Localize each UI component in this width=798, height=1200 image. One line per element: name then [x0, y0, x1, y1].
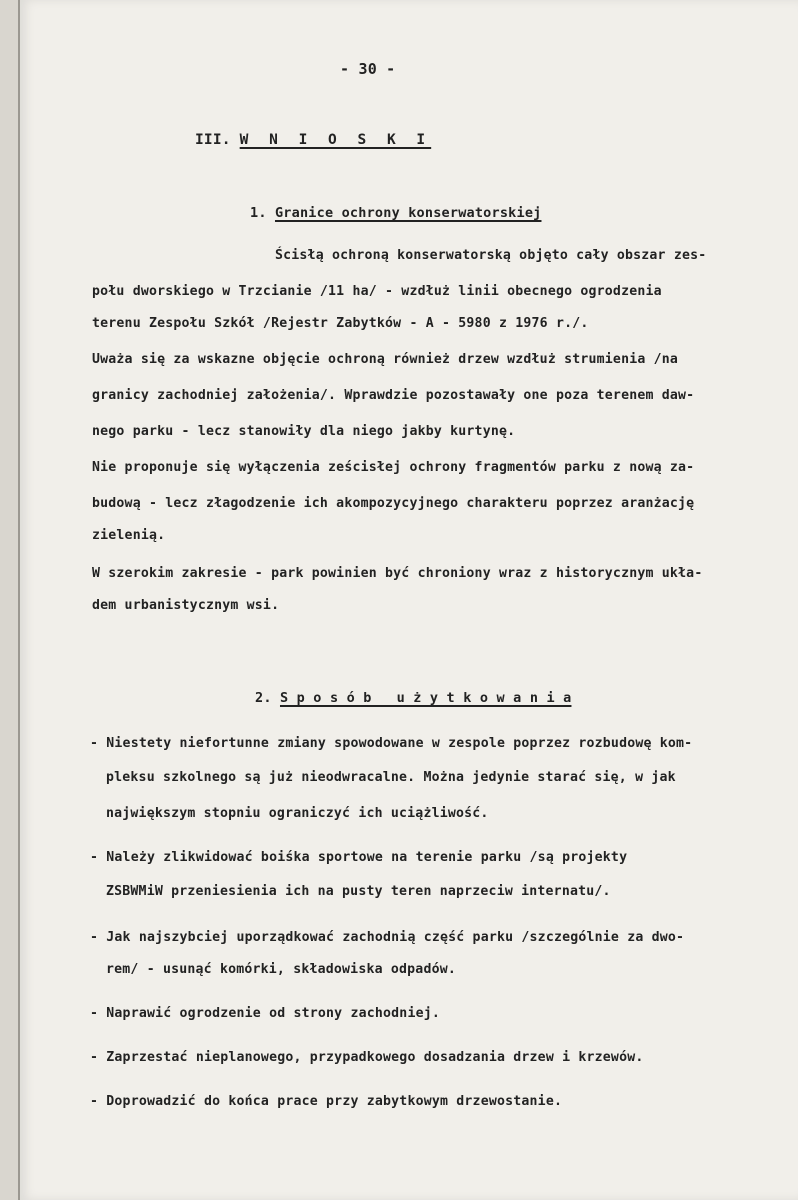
subsection-2-heading	[255, 690, 571, 706]
list-item-line: ZSBWMiW przeniesienia ich na pusty teren naprzeciw internatu/.	[106, 884, 611, 899]
paragraph-line: terenu Zespołu Szkół /Rejestr Zabytków - A - 5980 z 1976 r./.	[92, 316, 589, 331]
subsection-1-heading	[250, 205, 541, 221]
list-item-line: - Doprowadzić do końca prace przy zabytkowym drzewostanie.	[90, 1094, 563, 1109]
list-item-line: - Zaprzestać nieplanowego, przypadkowego dosadzania drzew i krzewów.	[90, 1050, 644, 1065]
subsection-1-number: 1.	[250, 205, 267, 221]
paragraph-line: Ścisłą ochroną konserwatorską objęto cały obszar zes-	[275, 248, 707, 263]
subsection-2-title: S p o s ó b u ż y t k o w a n i a	[279, 690, 572, 706]
paragraph-line: zielenią.	[92, 528, 166, 543]
list-item-line: - Należy zlikwidować boiśka sportowe na terenie parku /są projekty	[90, 850, 628, 865]
section-heading	[195, 132, 431, 148]
paragraph-line: granicy zachodniej założenia/. Wprawdzie pozostawały one poza terenem daw-	[92, 388, 695, 403]
list-item-line: - Naprawić ogrodzenie od strony zachodniej.	[90, 1006, 441, 1021]
page-number: - 30 -	[340, 60, 396, 78]
list-item-line: - Jak najszybciej uporządkować zachodnią część parku /szczególnie za dwo-	[90, 930, 685, 945]
paragraph-line: Nie proponuje się wyłączenia ześcisłej ochrony fragmentów parku z nową za-	[92, 460, 695, 475]
subsection-2-number: 2.	[255, 690, 272, 706]
list-item-line: rem/ - usunąć komórki, składowiska odpadów.	[106, 962, 457, 977]
list-item-line: - Niestety niefortunne zmiany spowodowane w zespole poprzez rozbudowę kom-	[90, 736, 693, 751]
subsection-1-title: Granice ochrony konserwatorskiej	[274, 205, 542, 221]
section-title: W N I O S K I	[239, 132, 432, 148]
paragraph-line: Uważa się za wskazne objęcie ochroną również drzew wzdłuż strumienia /na	[92, 352, 679, 367]
paragraph-line: połu dworskiego w Trzcianie /11 ha/ - wzdłuż linii obecnego ogrodzenia	[92, 284, 662, 299]
paragraph-line: budową - lecz złagodzenie ich akompozycyjnego charakteru poprzez aranżację	[92, 496, 695, 511]
paragraph-line: nego parku - lecz stanowiły dla niego jakby kurtynę.	[92, 424, 516, 439]
document-page	[18, 0, 798, 1200]
list-item-line: największym stopniu ograniczyć ich uciążliwość.	[106, 806, 489, 821]
paragraph-line: dem urbanistycznym wsi.	[92, 598, 280, 613]
section-number: III.	[195, 132, 231, 148]
list-item-line: pleksu szkolnego są już nieodwracalne. Można jedynie starać się, w jak	[106, 770, 676, 785]
paragraph-line: W szerokim zakresie - park powinien być chroniony wraz z historycznym ukła-	[92, 566, 703, 581]
